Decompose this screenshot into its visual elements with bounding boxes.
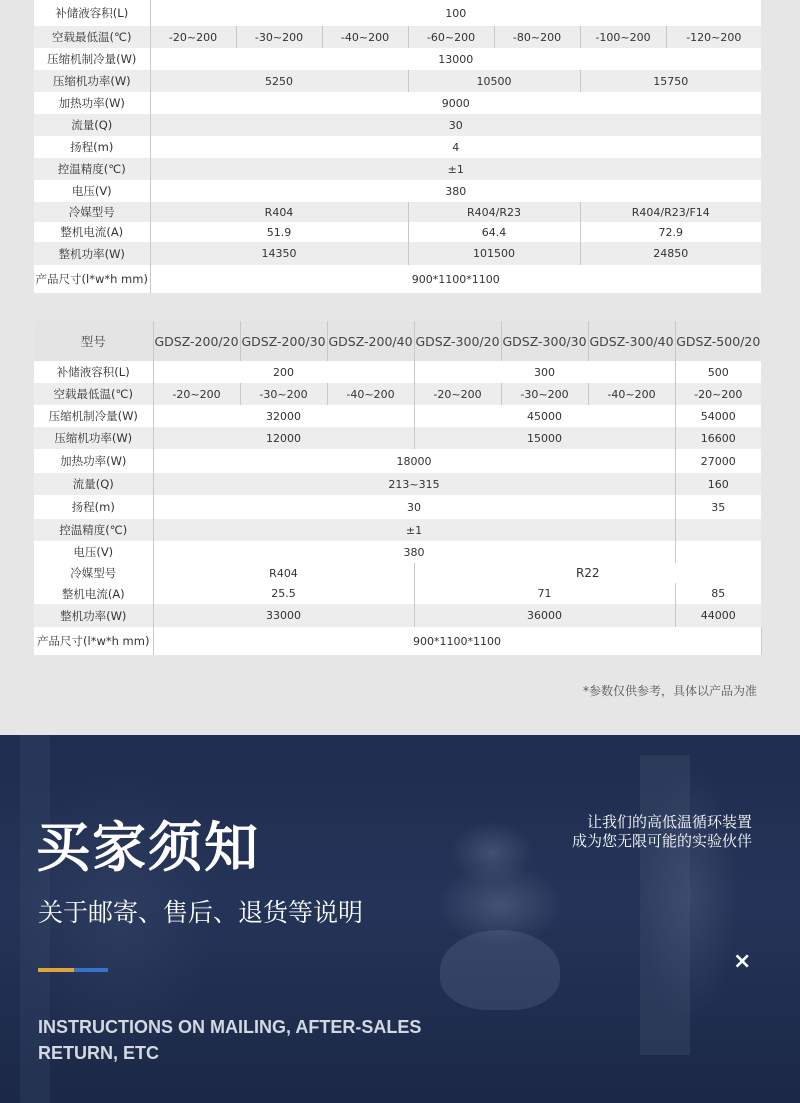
background-shape <box>440 930 560 1010</box>
cell: -20~200 <box>150 26 236 48</box>
table-row <box>34 242 761 265</box>
cell: 44000 <box>675 604 761 627</box>
row-label: 加热功率(W) <box>34 449 153 473</box>
table-row <box>34 583 761 604</box>
cell <box>675 541 761 563</box>
background-shape <box>640 755 690 1055</box>
cell: -80~200 <box>494 26 580 48</box>
cell: -30~200 <box>236 26 322 48</box>
cell: 18000 <box>153 449 675 473</box>
table-row <box>34 473 761 495</box>
table-row <box>34 222 761 242</box>
cell: 100 <box>150 0 761 26</box>
cell: 300 <box>414 361 675 383</box>
cell: 14350 <box>150 242 408 265</box>
model-header: GDSZ-200/20 <box>153 321 240 361</box>
cell: -60~200 <box>408 26 494 48</box>
row-label: 压缩机制冷量(W) <box>34 405 153 427</box>
cell: R404/R23 <box>408 202 580 222</box>
table-row <box>34 202 761 222</box>
close-icon: × <box>733 949 752 974</box>
cell: 16600 <box>675 427 761 449</box>
cell: 72.9 <box>580 222 761 242</box>
table-row <box>34 604 761 627</box>
row-label: 电压(V) <box>34 180 150 202</box>
cell: 15000 <box>414 427 675 449</box>
row-label: 冷媒型号 <box>34 202 150 222</box>
cell: -30~200 <box>501 383 588 405</box>
slogan <box>572 813 752 851</box>
table-row <box>34 563 761 583</box>
table-row <box>34 405 761 427</box>
cell: 24850 <box>580 242 761 265</box>
row-label: 整机功率(W) <box>34 242 150 265</box>
model-header: GDSZ-300/30 <box>501 321 588 361</box>
table-row <box>34 519 761 541</box>
cell: 15750 <box>580 70 761 92</box>
row-label: 整机功率(W) <box>34 604 153 627</box>
row-label: 压缩机制冷量(W) <box>34 48 150 70</box>
row-label: 控温精度(℃) <box>34 519 153 541</box>
slogan-line: 让我们的高低温循环装置 <box>586 813 752 831</box>
cell: -100~200 <box>580 26 666 48</box>
table-row <box>34 627 761 655</box>
cell: 10500 <box>408 70 580 92</box>
row-label: 电压(V) <box>34 541 153 563</box>
model-header: GDSZ-300/40 <box>588 321 675 361</box>
row-label: 压缩机功率(W) <box>34 70 150 92</box>
cell <box>675 519 761 541</box>
cell: -40~200 <box>322 26 408 48</box>
table-row <box>34 427 761 449</box>
banner-title: 买家须知 <box>36 816 260 879</box>
cell: 4 <box>150 136 761 158</box>
model-header: GDSZ-300/20 <box>414 321 501 361</box>
cell: 54000 <box>675 405 761 427</box>
buyer-notice-banner <box>0 735 800 1103</box>
cell: 30 <box>150 114 761 136</box>
english-line: INSTRUCTIONS ON MAILING, AFTER-SALES <box>38 1017 422 1037</box>
cell: 900*1100*1100 <box>153 627 761 655</box>
cell: -20~200 <box>675 383 761 405</box>
model-header: GDSZ-500/20 <box>675 321 761 361</box>
cell: R404/R23/F14 <box>580 202 761 222</box>
cell: 45000 <box>414 405 675 427</box>
cell: 51.9 <box>150 222 408 242</box>
row-label: 冷媒型号 <box>34 563 153 583</box>
cell: -30~200 <box>240 383 327 405</box>
cell: 9000 <box>150 92 761 114</box>
slogan-line: 成为您无限可能的实验伙伴 <box>571 832 752 850</box>
disclaimer-note: *参数仅供参考，具体以产品为准 <box>582 684 757 698</box>
cell: -120~200 <box>666 26 761 48</box>
cell: 30 <box>153 495 675 519</box>
cell: -40~200 <box>588 383 675 405</box>
english-caption <box>38 1014 421 1066</box>
header-label: 型号 <box>34 321 153 361</box>
cell: -20~200 <box>153 383 240 405</box>
row-label: 空载最低温(℃) <box>34 26 150 48</box>
table-row <box>34 0 761 26</box>
row-label: 补储液容积(L) <box>34 0 150 26</box>
table-row <box>34 265 761 293</box>
table-row <box>34 449 761 473</box>
model-header: GDSZ-200/30 <box>240 321 327 361</box>
accent-bar-blue <box>74 968 108 972</box>
row-label: 空载最低温(℃) <box>34 383 153 405</box>
english-line: RETURN, ETC <box>38 1043 159 1063</box>
table-row <box>34 26 761 48</box>
cell: R404 <box>150 202 408 222</box>
cell: -40~200 <box>327 383 414 405</box>
row-label: 流量(Q) <box>34 473 153 495</box>
row-label: 整机电流(A) <box>34 222 150 242</box>
row-label: 加热功率(W) <box>34 92 150 114</box>
cell: R404 <box>153 563 414 583</box>
cell: 900*1100*1100 <box>150 265 761 293</box>
spec-table-1 <box>34 0 761 293</box>
cell: 101500 <box>408 242 580 265</box>
table-row <box>34 180 761 202</box>
cell: 200 <box>153 361 414 383</box>
cell: 32000 <box>153 405 414 427</box>
model-header: GDSZ-200/40 <box>327 321 414 361</box>
cell: 500 <box>675 361 761 383</box>
cell: 85 <box>675 583 761 604</box>
row-label: 扬程(m) <box>34 136 150 158</box>
cell: 64.4 <box>408 222 580 242</box>
table-row <box>34 70 761 92</box>
table-row <box>34 114 761 136</box>
cell: 13000 <box>150 48 761 70</box>
table-row <box>34 136 761 158</box>
cell: 25.5 <box>153 583 414 604</box>
cell: R22 <box>414 563 761 583</box>
row-label: 整机电流(A) <box>34 583 153 604</box>
table-row <box>34 158 761 180</box>
table-header-row <box>34 321 761 361</box>
cell: 35 <box>675 495 761 519</box>
cell: 213~315 <box>153 473 675 495</box>
spec-table-2 <box>34 321 762 655</box>
row-label: 压缩机功率(W) <box>34 427 153 449</box>
row-label: 补储液容积(L) <box>34 361 153 383</box>
table-row <box>34 48 761 70</box>
cell: 12000 <box>153 427 414 449</box>
accent-bar-yellow <box>38 968 74 972</box>
row-label: 产品尺寸(l*w*h mm) <box>34 265 150 293</box>
row-label: 控温精度(℃) <box>34 158 150 180</box>
cell: ±1 <box>150 158 761 180</box>
cell: 33000 <box>153 604 414 627</box>
cell: ±1 <box>153 519 675 541</box>
cell: -20~200 <box>414 383 501 405</box>
row-label: 流量(Q) <box>34 114 150 136</box>
cell: 71 <box>414 583 675 604</box>
cell: 160 <box>675 473 761 495</box>
row-label: 扬程(m) <box>34 495 153 519</box>
table-row <box>34 495 761 519</box>
cell: 27000 <box>675 449 761 473</box>
cell: 5250 <box>150 70 408 92</box>
row-label: 产品尺寸(l*w*h mm) <box>34 627 153 655</box>
table-row <box>34 361 761 383</box>
table-row <box>34 541 761 563</box>
cell: 380 <box>153 541 675 563</box>
table-row <box>34 383 761 405</box>
banner-subtitle: 关于邮寄、售后、退货等说明 <box>38 898 364 927</box>
cell: 36000 <box>414 604 675 627</box>
table-row <box>34 92 761 114</box>
cell: 380 <box>150 180 761 202</box>
